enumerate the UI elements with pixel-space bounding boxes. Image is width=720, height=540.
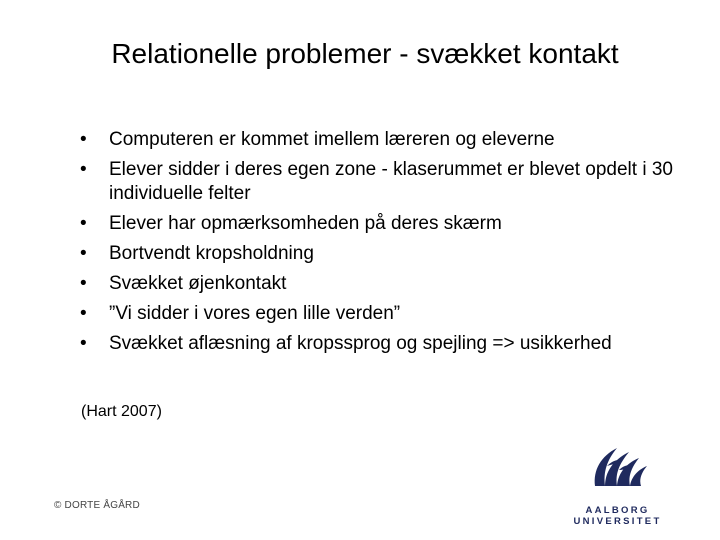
list-item xyxy=(80,302,680,326)
bullet-text: Elever sidder i deres egen zone - klaserummet er blevet opdelt i 30 individuelle felter xyxy=(109,159,673,204)
bullet-text: Computeren er kommet imellem læreren og eleverne xyxy=(109,129,555,150)
aalborg-university-logo-icon xyxy=(545,440,690,504)
copyright-text: © DORTE ÅGÅRD xyxy=(54,500,140,511)
university-name: AALBORG UNIVERSITET xyxy=(573,505,662,527)
bullet-marker: • xyxy=(80,272,87,294)
bullet-text: Bortvendt kropsholdning xyxy=(109,242,314,264)
bullet-marker: • xyxy=(80,129,87,150)
bullet-marker: • xyxy=(80,212,87,234)
list-item xyxy=(80,332,680,356)
bullet-text: Svækket øjenkontakt xyxy=(109,272,287,294)
slide-title: Relationelle problemer - svækket kontakt xyxy=(111,38,619,69)
bullet-marker: • xyxy=(80,302,87,324)
bullet-text: ”Vi sidder i vores egen lille verden” xyxy=(109,302,401,324)
bullet-marker: • xyxy=(80,159,87,180)
university-logo xyxy=(545,440,690,527)
list-item xyxy=(80,272,680,296)
list-item xyxy=(80,158,680,205)
bullet-text: Svækket aflæsning af kropssprog og spejling => usikkerhed xyxy=(109,332,612,354)
list-item xyxy=(80,212,680,236)
bullet-list xyxy=(80,128,680,362)
citation: (Hart 2007) xyxy=(81,403,162,420)
list-item xyxy=(80,242,680,266)
bullet-marker: • xyxy=(80,242,87,264)
bullet-text: Elever har opmærksomheden på deres skærm xyxy=(109,212,502,234)
list-item xyxy=(80,128,680,152)
bullet-marker: • xyxy=(80,332,87,354)
